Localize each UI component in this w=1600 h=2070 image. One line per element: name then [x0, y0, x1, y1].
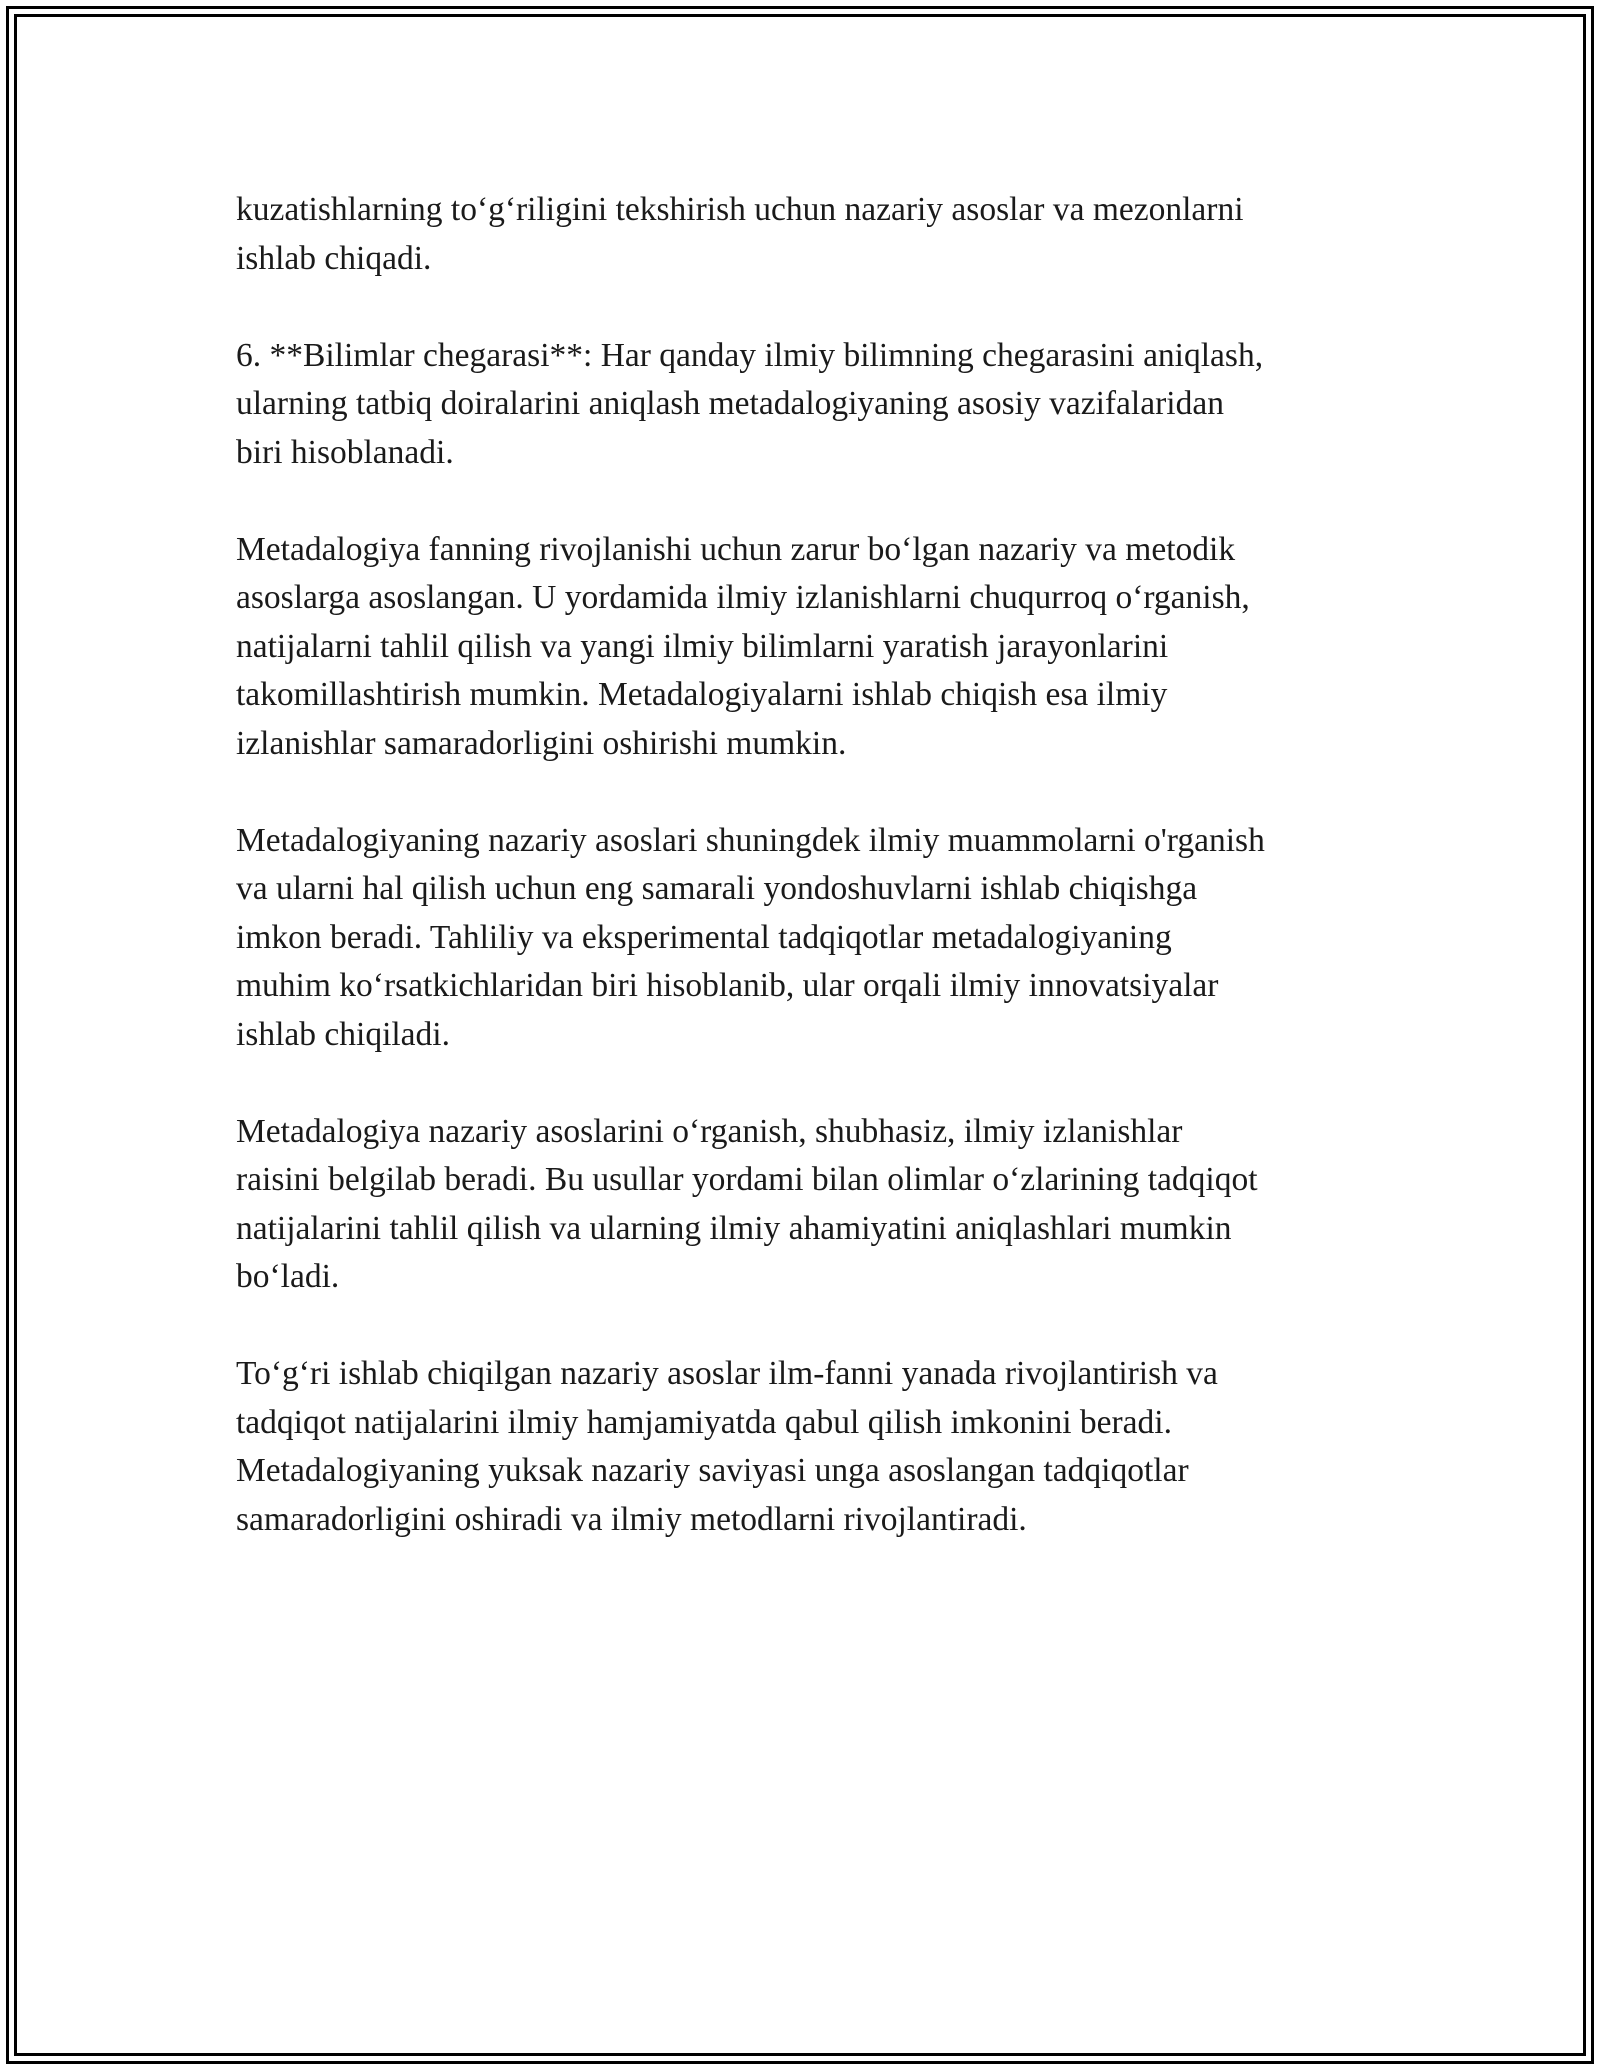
text-line: tadqiqot natijalarini ilmiy hamjamiyatda qabul qilish imkonini beradi.: [236, 1403, 1172, 1441]
text-line: natijalarini tahlil qilish va ularning ilmiy ahamiyatini aniqlashlari mumkin: [236, 1209, 1232, 1247]
text-line: Metadalogiyaning nazariy asoslari shuningdek ilmiy muammolarni o'rganish: [236, 821, 1265, 859]
text-line: natijalarni tahlil qilish va yangi ilmiy bilimlarni yaratish jarayonlarini: [236, 627, 1169, 665]
text-line: ishlab chiqadi.: [236, 239, 432, 277]
paragraph-5: [236, 1108, 1376, 1302]
text-line: ularning tatbiq doiralarini aniqlash metadalogiyaning asosiy vazifalaridan: [236, 385, 1224, 422]
text-line: samaradorligini oshiradi va ilmiy metodlarni rivojlantiradi.: [236, 1500, 1027, 1538]
text-line: ishlab chiqiladi.: [236, 1015, 450, 1053]
paragraph-4: [236, 817, 1376, 1060]
text-line: takomillashtirish mumkin. Metadalogiyalarni ishlab chiqish esa ilmiy: [236, 676, 1168, 713]
text-line: To‘g‘ri ishlab chiqilgan nazariy asoslar ilm-fanni yanada rivojlantirish va: [236, 1355, 1218, 1392]
paragraph-1: [236, 186, 1376, 283]
text-line: Metadalogiya fanning rivojlanishi uchun zarur bo‘lgan nazariy va metodik: [236, 530, 1236, 568]
paragraph-3: [236, 526, 1376, 769]
paragraph-6: [236, 1350, 1376, 1544]
text-line: va ularni hal qilish uchun eng samarali yondoshuvlarni ishlab chiqishga: [236, 870, 1198, 907]
document-body: [236, 186, 1376, 1593]
text-line: bo‘ladi.: [236, 1258, 340, 1295]
paragraph-2: [236, 332, 1376, 478]
text-line: 6. **Bilimlar chegarasi**: Har qanday ilmiy bilimning chegarasini aniqlash,: [236, 336, 1264, 374]
text-line: Metadalogiya nazariy asoslarini o‘rganish, shubhasiz, ilmiy izlanishlar: [236, 1112, 1183, 1150]
text-line: biri hisoblanadi.: [236, 433, 454, 471]
text-line: izlanishlar samaradorligini oshirishi mumkin.: [236, 724, 847, 762]
text-line: muhim ko‘rsatkichlaridan biri hisoblanib, ular orqali ilmiy innovatsiyalar: [236, 967, 1219, 1004]
text-line: imkon beradi. Tahliliy va eksperimental tadqiqotlar metadalogiyaning: [236, 918, 1172, 956]
text-line: raisini belgilab beradi. Bu usullar yordami bilan olimlar o‘zlarining tadqiqot: [236, 1161, 1258, 1198]
text-line: kuzatishlarning to‘g‘riligini tekshirish uchun nazariy asoslar va mezonlarni: [236, 191, 1244, 228]
text-line: asoslarga asoslangan. U yordamida ilmiy izlanishlarni chuqurroq o‘rganish,: [236, 579, 1250, 616]
text-line: Metadalogiyaning yuksak nazariy saviyasi unga asoslangan tadqiqotlar: [236, 1452, 1189, 1489]
